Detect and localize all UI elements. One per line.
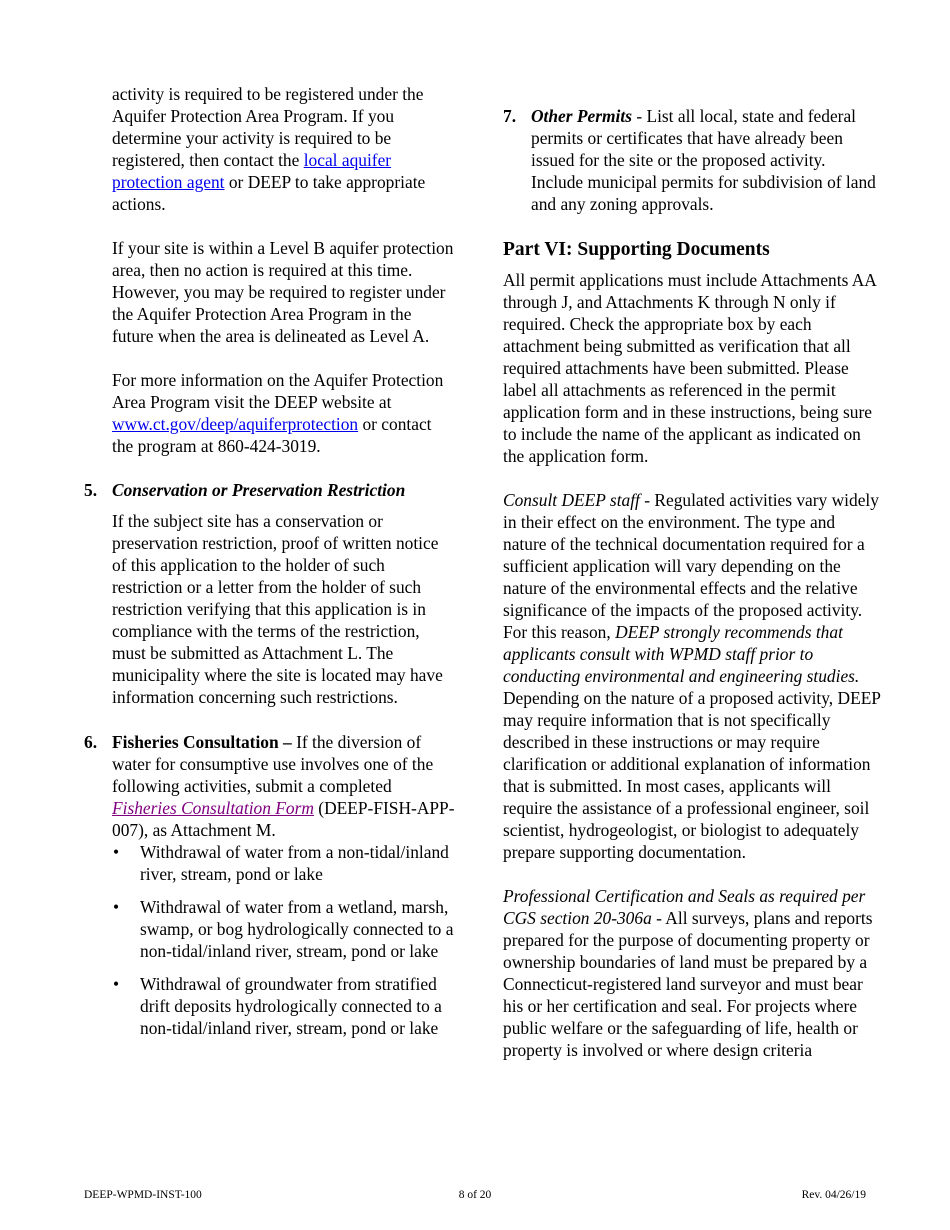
part-6-heading: Part VI: Supporting Documents [503, 239, 770, 260]
section-5-number: 5. [84, 480, 98, 500]
bullet-icon: • [113, 842, 120, 862]
aquifer-p3-text: For more information on the Aquifer Protection Area Program visit the DEEP website at [112, 370, 444, 412]
list-item [112, 841, 456, 885]
aquifer-paragraph-1 [112, 83, 456, 215]
footer-form-id: DEEP-WPMD-INST-100 [84, 1189, 202, 1201]
section-5-heading [84, 479, 456, 501]
section-5-body: If the subject site has a conservation or preservation restriction, proof of written notice of this application to the holder of such restriction or a letter from the holder of such restriction verifying that this application is in compliance with the terms of the restriction, must be submitted as Attachment L. The municipality where the site is located may have information concerning such restrictions. [112, 511, 443, 707]
certification-lead: Professional Certification and Seals as required per CGS section 20-306a [503, 886, 866, 928]
section-7-title: Other Permits [531, 106, 632, 126]
consult-lead: Consult DEEP staff [503, 490, 640, 510]
section-7-body: - List all local, state and federal permits or certificates that have already been issued for the site or the proposed activity. Include municipal permits for subdivision of land and any zoning approvals. [531, 106, 876, 214]
right-column [503, 105, 881, 1061]
local-aquifer-agent-link[interactable]: local aquifer protection agent [112, 150, 392, 192]
certification-paragraph [503, 885, 881, 1061]
section-7-number: 7. [503, 106, 517, 126]
consult-emphasis: DEEP strongly recommends that applicants consult with WPMD staff prior to conducting environmental and engineering studies. [503, 622, 860, 686]
consult-text-1: - Regulated activities vary widely in their effect on the environment. The type and nature of the technical documentation required for a sufficient application will vary depending on the nature of the environmental effects and the relative significance of the impacts of the proposed activity. For this reason, [503, 490, 879, 642]
aquifer-p1-text-after: or DEEP to take appropriate actions. [112, 172, 426, 214]
section-6-after: (DEEP-FISH-APP-007), as Attachment M. [112, 798, 455, 840]
consult-deep-staff-paragraph [503, 489, 881, 863]
section-6-dash: – [278, 732, 297, 752]
list-item-text: Withdrawal of water from a wetland, marsh, swamp, or bog hydrologically connected to a non-tidal/inland river, stream, pond or lake [140, 897, 454, 961]
aquifer-paragraph-3 [112, 369, 456, 457]
section-6 [84, 731, 456, 841]
left-column [84, 83, 456, 1039]
consult-text-2: Depending on the nature of a proposed activity, DEEP may require information that is not specifically described in these instructions or may require clarification or additional explanation of information that is submitted. In most cases, applicants will require the assistance of a professional engineer, soil scientist, hydrogeologist, or biologist to adequately prepare supporting documentation. [503, 688, 881, 862]
list-item-text: Withdrawal of groundwater from stratified drift deposits hydrologically connected to a non-tidal/inland river, stream, pond or lake [140, 974, 442, 1038]
aquifer-paragraph-2: If your site is within a Level B aquifer protection area, then no action is required at this time. However, you may be required to register under the Aquifer Protection Area Program in the future when the area is delineated as Level A. [112, 238, 454, 346]
aquifer-p3-text-after: or contact the program at 860-424-3019. [112, 414, 432, 456]
bullet-icon: • [113, 974, 120, 994]
bullet-icon: • [113, 897, 120, 917]
list-item [112, 896, 456, 962]
part-6-intro: All permit applications must include Attachments AA through J, and Attachments K through N only if required. Check the appropriate box by each attachment being submitted as verification that all required attachments have been submitted. Please label all attachments as referenced in the permit application form and in these instructions, being sure to include the name of the applicant as indicated on the application form. [503, 270, 876, 466]
section-6-title: Fisheries Consultation [112, 732, 279, 752]
aquifer-p1-text: activity is required to be registered under the Aquifer Protection Area Program. If you determine your activity is required to be registered, then contact the [112, 84, 424, 170]
list-item [112, 973, 456, 1039]
footer-revision: Rev. 04/26/19 [801, 1189, 866, 1201]
footer-page-number: 8 of 20 [458, 1189, 492, 1201]
certification-text: - All surveys, plans and reports prepared for the purpose of documenting property or ownership boundaries of land must be prepared by a Connecticut-registered land surveyor and must bear his or her certification and seal. For projects where public welfare or the safeguarding of life, health or property is involved or where design criteria [503, 908, 873, 1060]
section-7 [503, 105, 881, 215]
list-item-text: Withdrawal of water from a non-tidal/inland river, stream, pond or lake [140, 842, 449, 884]
fisheries-consultation-form-link[interactable]: Fisheries Consultation Form [112, 798, 314, 818]
fisheries-activity-list [112, 841, 456, 1039]
section-6-number: 6. [84, 732, 98, 752]
section-6-intro: If the diversion of water for consumptive use involves one of the following activities, submit a completed [112, 732, 434, 796]
section-5-title: Conservation or Preservation Restriction [112, 480, 406, 500]
aquifer-protection-website-link[interactable]: www.ct.gov/deep/aquiferprotection [112, 414, 359, 434]
page-footer [84, 1187, 866, 1203]
